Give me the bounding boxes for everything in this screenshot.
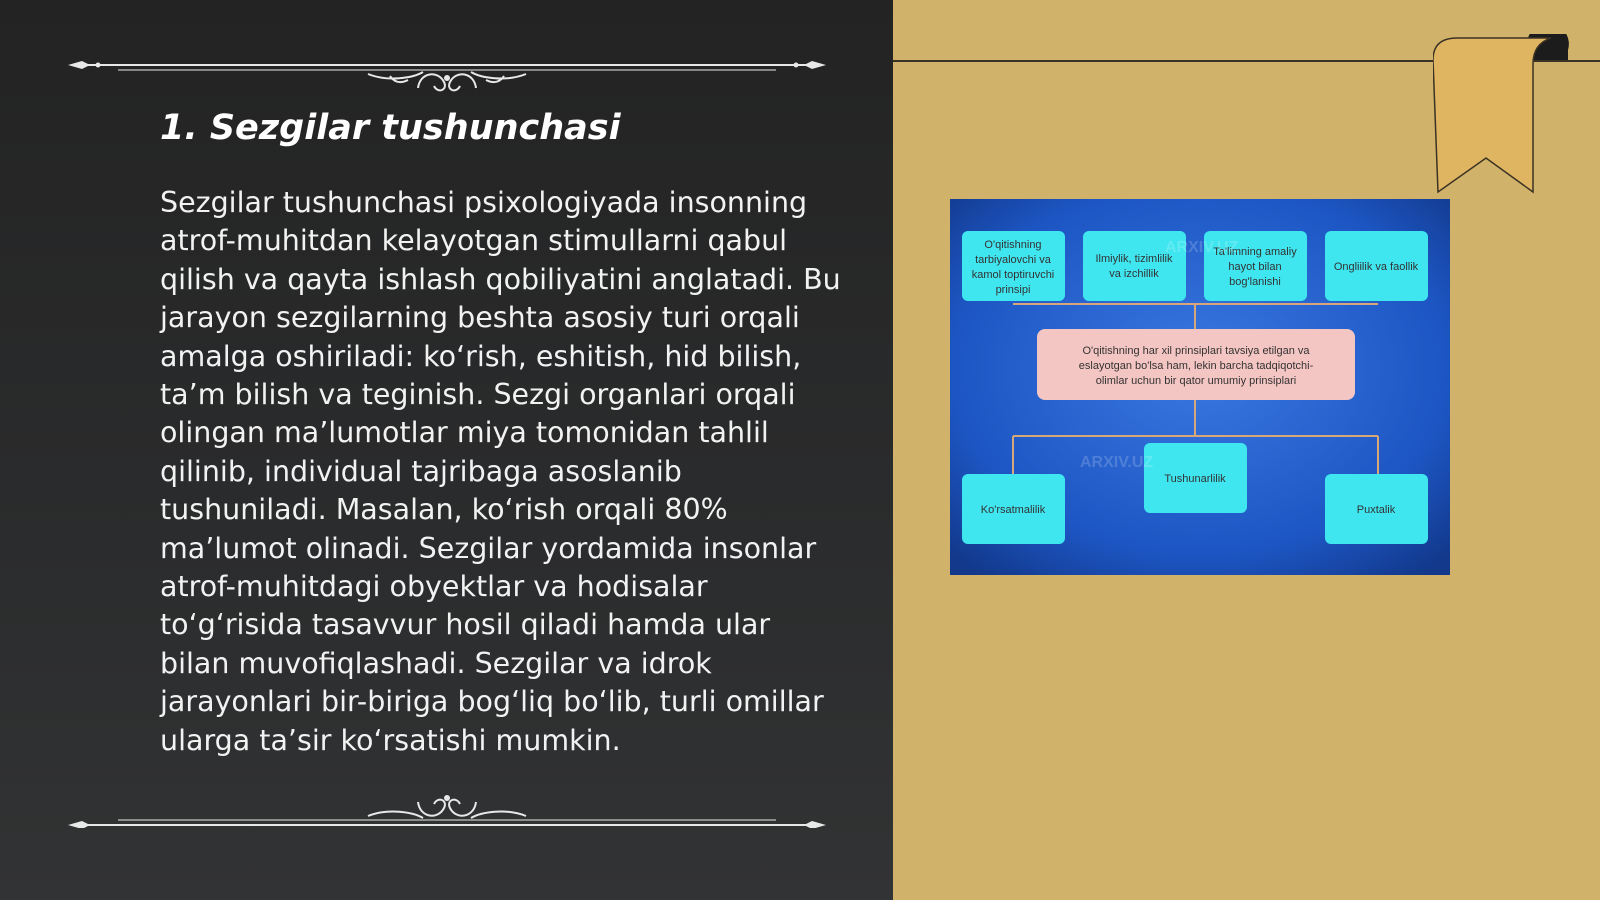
svg-text:Ta'limning amaliyhayot bilanbo: Ta'limning amaliy hayot bilan bog'lanishi (1213, 246, 1297, 288)
svg-text:ARXIV.UZ: ARXIV.UZ (1080, 454, 1154, 471)
svg-text:Ongliilik va faollik: Ongliilik va faollik (1333, 261, 1419, 273)
svg-text:O'qitishning har xil prinsipla: O'qitishning har xil prinsiplari tavsiya etilgan va eslayotgan bo'lsa ham, lekin barcha tadqiqotchi-olimlar uchun bir qator umumiy prinsiplari (1078, 345, 1314, 387)
svg-text:Ko'rsatmalilik: Ko'rsatmalilik (980, 504, 1046, 516)
svg-text:ARXIV.UZ: ARXIV.UZ (1165, 239, 1239, 256)
diagram-bottom-box (1325, 474, 1428, 544)
diagram-center-box (1037, 329, 1355, 400)
bookmark-ribbon (1433, 34, 1600, 204)
slide-title: 1. Sezgilar tushunchasi (160, 108, 621, 148)
ornament-bottom-divider (68, 778, 826, 828)
svg-text:Puxtalik: Puxtalik (1356, 504, 1396, 516)
ornament-top-divider (68, 42, 826, 92)
diagram-bottom-box (962, 474, 1065, 544)
svg-text:O'qitishningtarbiyalovchi vaka: O'qitishning tarbiyalovchi va kamol toptiruvchi prinsipi (971, 239, 1055, 296)
diagram-top-box (1325, 231, 1428, 301)
diagram-bottom-box (1144, 443, 1247, 513)
principles-diagram-image (950, 199, 1450, 575)
svg-text:Ilmiylik, tizimlilikva izchill: Ilmiylik, tizimlilik va izchillik (1095, 253, 1173, 280)
slide-body-text: Sezgilar tushunchasi psixologiyada insonning atrof-muhitdan kelayotgan stimullarni qabul qilish va qayta ishlash qobiliyatini anglatadi. Bu jarayon sezgilarning beshta asosiy turi orqali amalga oshiriladi: ko‘rish, eshitish, hid bilish, ta’m bilish va teginish. Sezgi organlari orqali olingan ma’lumotlar miya tomonidan tahlil qilinib, individual tajribaga asoslanib tushuniladi. Masalan, ko‘rish orqali 80% ma’lumot olinadi. Sezgilar yordamida insonlar atrof-muhitdagi obyektlar va hodisalar to‘g‘risida tasavvur hosil qiladi hamda ular bilan muvofiqlashadi. Sezgilar va idrok jarayonlari bir-biriga bog‘liq bo‘lib, turli omillar ularga ta’sir ko‘rsatishi mumkin. (160, 186, 841, 757)
svg-text:Tushunarlilik: Tushunarlilik (1164, 473, 1226, 485)
diagram-top-box (962, 231, 1065, 301)
